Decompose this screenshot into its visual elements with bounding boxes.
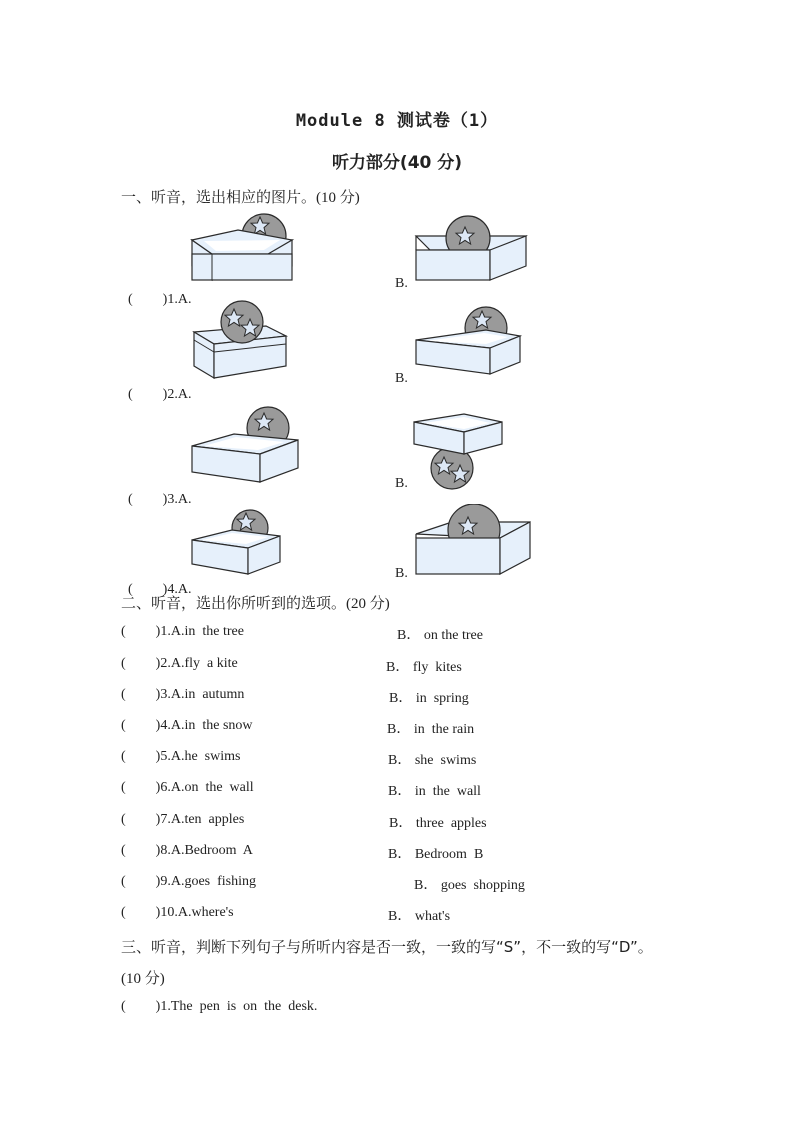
ball-in-box-picture	[412, 504, 534, 580]
section-subtitle: 听力部分(40 分)	[331, 153, 463, 173]
question-row: ( )7.A.ten apples	[121, 812, 245, 827]
section1-heading: 一、听音，选出相应的图片。(10 分)	[121, 188, 360, 206]
option-b: B． in the wall	[388, 784, 481, 799]
section2-heading: 二、听音，选出你所听到的选项。(20 分)	[121, 594, 390, 612]
question-row: ( )10.A.where's	[121, 905, 234, 920]
page-title: Module 8 测试卷（1）	[295, 111, 499, 131]
option-b: B． goes shopping	[414, 878, 525, 893]
section3-heading: 三、听音，判断下列句子与所听内容是否一致，一致的写“S”，不一致的写“D”。	[121, 938, 653, 956]
question-row: ( )6.A.on the wall	[121, 780, 254, 795]
ball-behind-box-picture	[412, 306, 524, 380]
question-row: ( )4.A.	[128, 582, 192, 597]
question-row: ( )8.A.Bedroom A	[121, 843, 253, 858]
question-row: ( )1.The pen is on the desk.	[121, 999, 318, 1014]
option-b: B． on the tree	[397, 628, 483, 643]
option-b: B． in spring	[389, 691, 469, 706]
ball-in-box-picture	[410, 214, 530, 286]
question-row: ( )5.A.he swims	[121, 749, 241, 764]
question-row: ( )9.A.goes fishing	[121, 874, 257, 889]
question-row: ( )1.A.in the tree	[121, 624, 244, 639]
ball-on-box-picture	[190, 300, 290, 382]
option-b-label: B.	[395, 276, 408, 291]
question-row: ( )1.A.	[128, 292, 192, 307]
box-icon	[416, 538, 500, 574]
question-row: ( )2.A.fly a kite	[121, 656, 238, 671]
ball-under-box-picture	[410, 406, 506, 492]
ball-icon	[221, 301, 263, 343]
question-row: ( )4.A.in the snow	[121, 718, 253, 733]
option-b: B． what's	[388, 909, 451, 924]
question-row: ( )2.A.	[128, 387, 192, 402]
ball-behind-box-picture	[188, 406, 302, 486]
option-b-label: B.	[395, 566, 408, 581]
option-b: B． she swims	[388, 753, 477, 768]
option-b: B． fly kites	[386, 660, 462, 675]
option-b: B． in the rain	[387, 722, 475, 737]
option-b-label: B.	[395, 476, 408, 491]
question-row: ( )3.A.in autumn	[121, 687, 245, 702]
option-b: B． Bedroom B	[388, 847, 484, 862]
option-b-label: B.	[395, 371, 408, 386]
ball-behind-box-picture	[188, 508, 284, 578]
ball-behind-box-picture	[188, 210, 298, 286]
section3-points: (10 分)	[121, 971, 165, 987]
option-b: B． three apples	[389, 816, 487, 831]
box-icon	[416, 250, 490, 280]
question-row: ( )3.A.	[128, 492, 192, 507]
